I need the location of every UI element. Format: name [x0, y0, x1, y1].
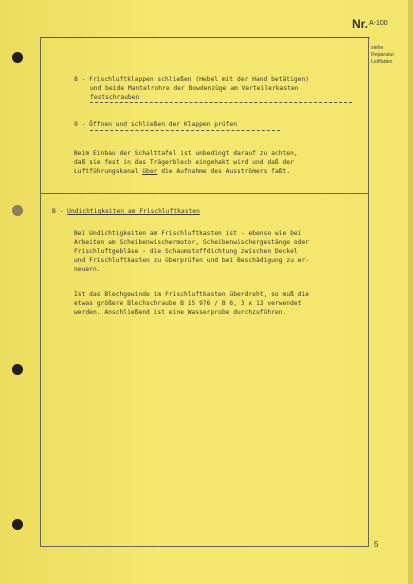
section-b-para1-line: neuern. [74, 266, 101, 273]
item9-title: 9 - Öffnen und schließen der Klappen prüfen [74, 121, 238, 128]
section-b-para1-line: Arbeiten am Scheibenwischermotor, Scheibenwischergestänge oder [74, 239, 310, 246]
section-b-para1-line: Bei Undichtigkeiten am Frischluftkasten ist - ebenso wie bei [74, 230, 302, 237]
frame-left-rule [40, 37, 41, 547]
binder-hole-middle [12, 205, 23, 216]
item9-text: Luftführungskanal [74, 168, 143, 175]
item8-dashed-rule [90, 102, 352, 103]
header-nr-label: Nr. [352, 17, 369, 31]
header-doc-code: A-100 [369, 20, 388, 27]
item9-paragraph-line [74, 167, 290, 176]
frame-bottom-rule [40, 546, 369, 547]
side-note-line: Reparatur [371, 52, 395, 58]
item9-paragraph-line: Beim Einbau der Schalttafel ist unbedingt darauf zu achten, [74, 150, 298, 157]
side-note-line: siehe [371, 45, 384, 51]
section-b-para2-line: werden. Anschließend ist eine Wasserprobe durchzuführen. [74, 309, 287, 316]
item9-paragraph-line: daß sie fest in das Trägerblech eingehakt wird und daß der [74, 159, 294, 166]
page-number: 5 [374, 540, 379, 549]
binder-hole-bottom [12, 519, 23, 530]
frame-right-rule [368, 37, 369, 547]
section-b-para1-line: Frischluftgebläse - die Schaumstoffdichtung zwischen Deckel [74, 248, 298, 255]
item9-text: die Aufnahme des Ausströmers faßt. [157, 168, 291, 175]
section-b-para1-line: und Frischluftkasten zu überprüfen und bei Beschädigung zu er- [74, 257, 310, 264]
header-rule [40, 37, 370, 38]
section-b-para2-line: Ist das Blechgewinde im Frischluftkasten überdreht, so muß die [74, 291, 310, 298]
item9-dashed-rule [90, 130, 280, 131]
side-note [371, 45, 411, 66]
page-edge [408, 0, 413, 584]
section-b-prefix: B - [52, 208, 68, 215]
section-b-title: Undichtigkeiten am Frischluftkasten [67, 208, 200, 215]
side-note-line: Leitfaden [371, 59, 393, 65]
section-divider [40, 193, 369, 194]
section-b-para2-line: etwas größere Blechschraube B 15 976 / B 6, 3 x 13 verwendet [74, 300, 302, 307]
binder-hole-lower [12, 364, 23, 375]
item8-line1: 8 - Frischluftklappen schließen (Hebel mit der Hand betätigen) [74, 76, 310, 83]
item9-underlined-word: über [142, 168, 158, 175]
binder-hole-top [12, 52, 23, 63]
item8-line2: und beide Mantelrohre der Bowdenzüge am Verteilerkasten [90, 85, 299, 92]
section-b-heading [52, 207, 200, 216]
item8-line3: festschrauben [90, 94, 140, 101]
